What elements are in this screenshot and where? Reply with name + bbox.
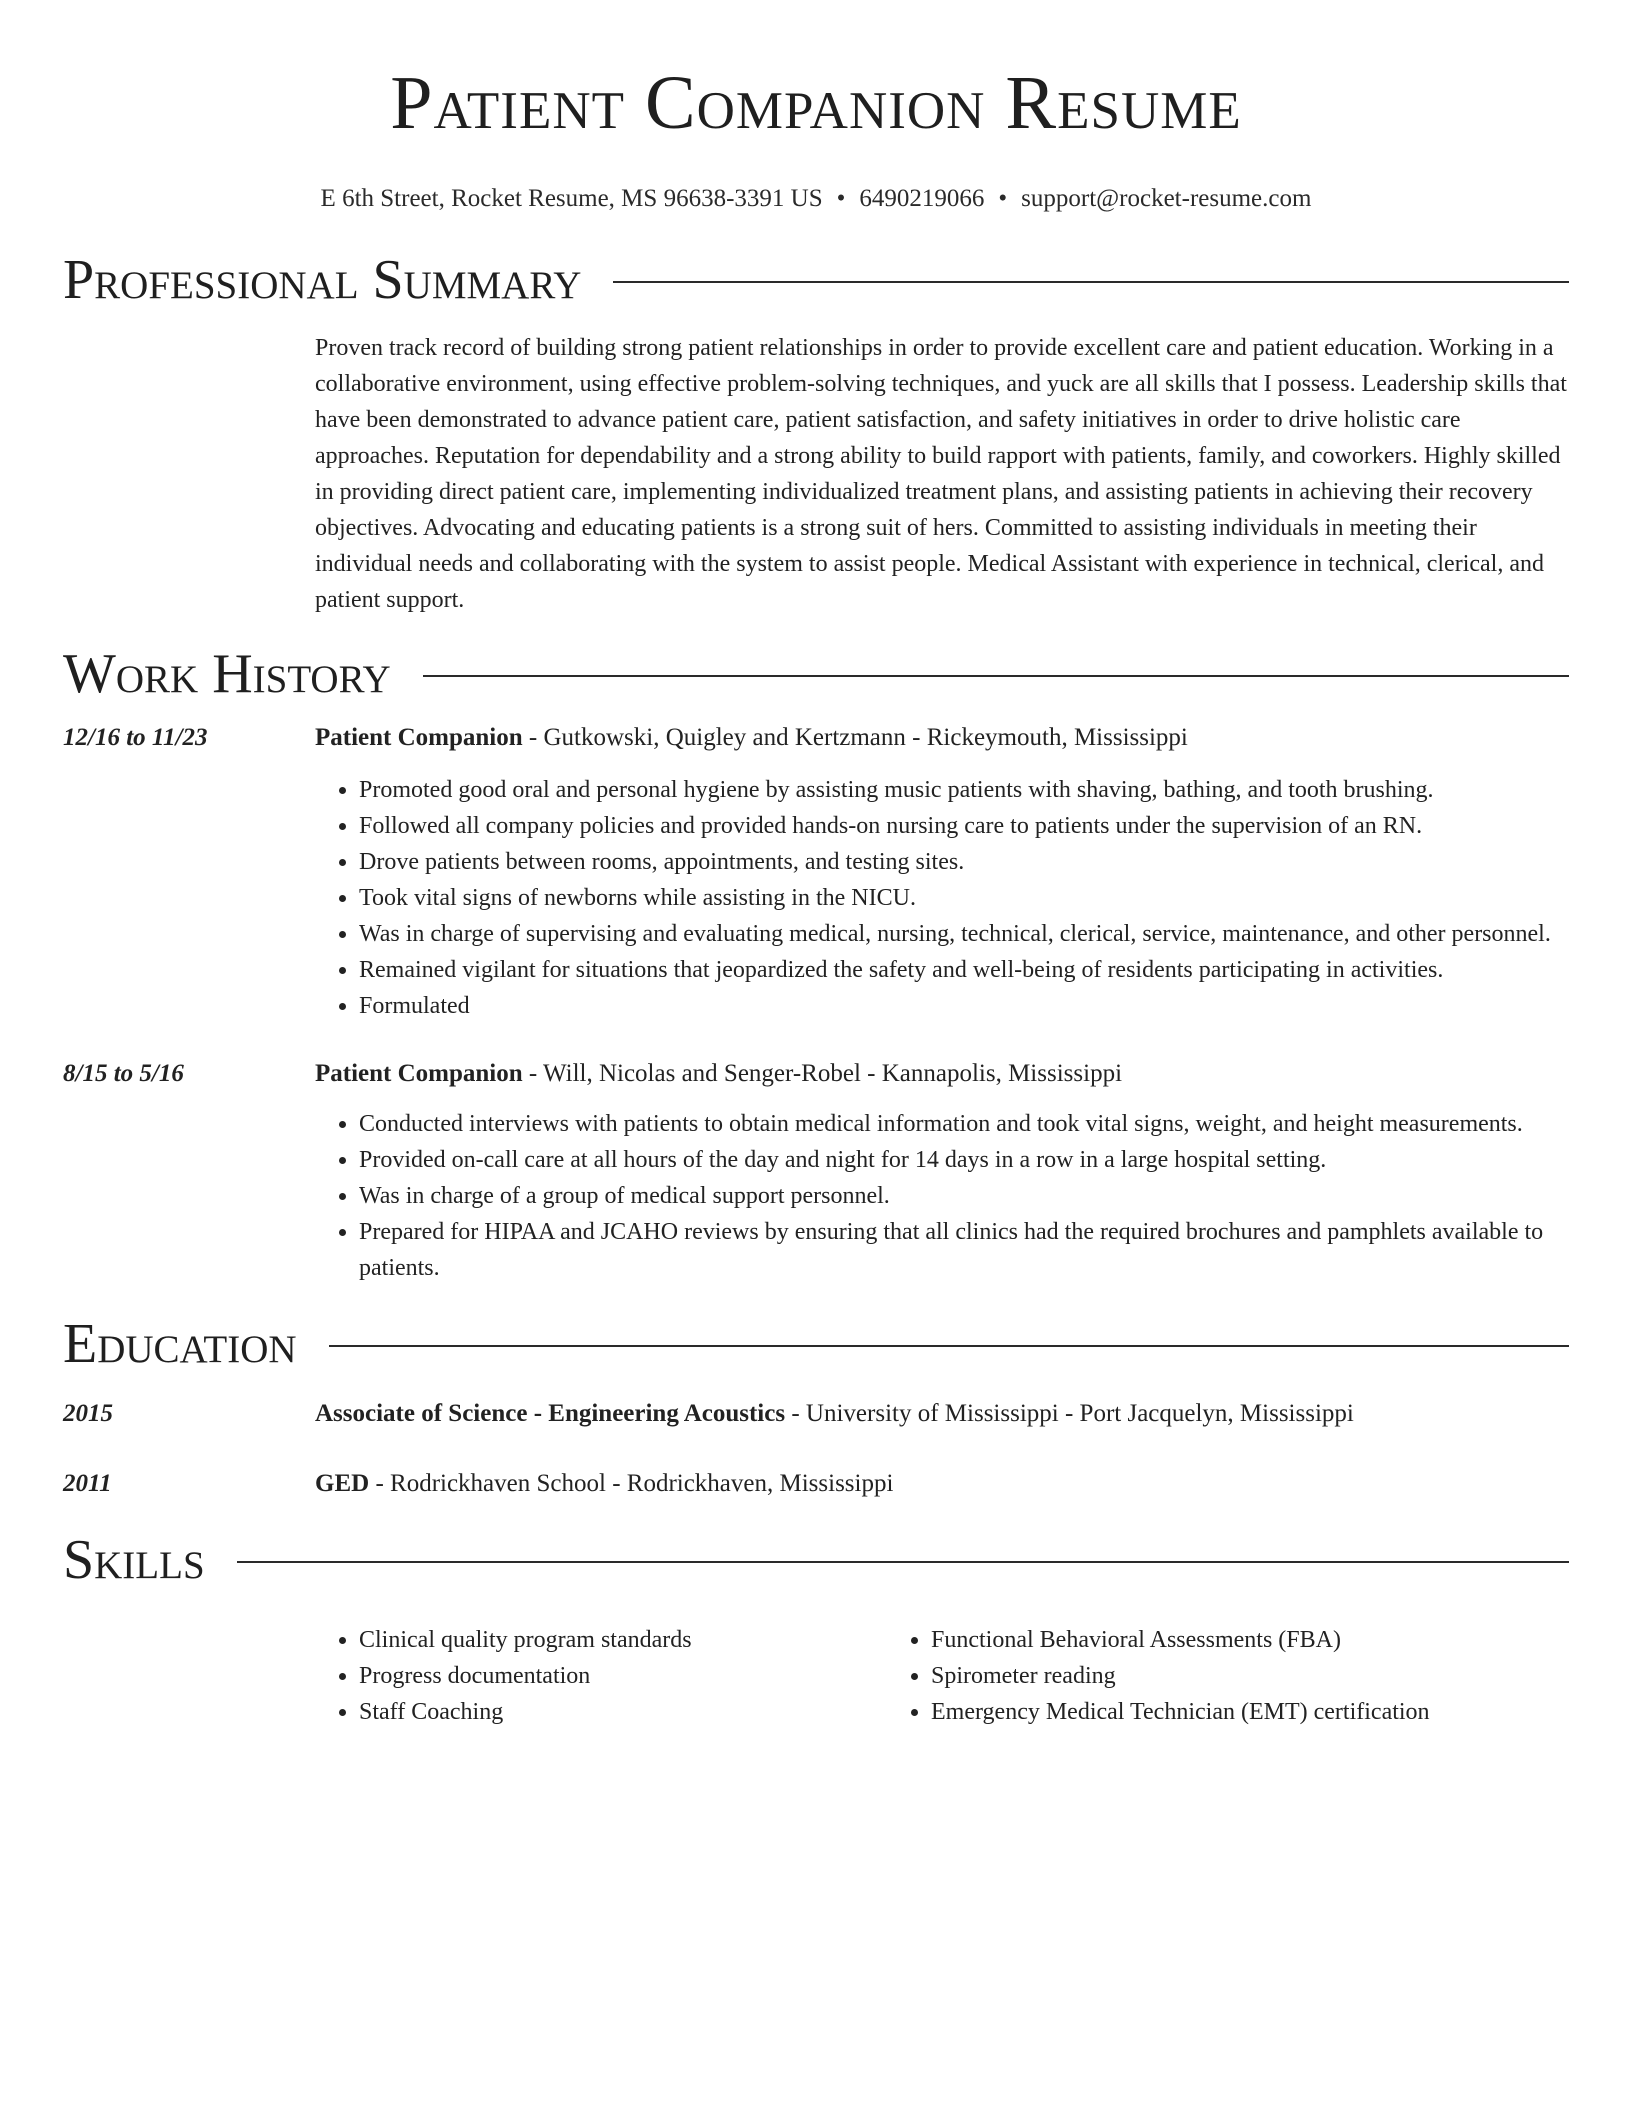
contact-line (63, 184, 1569, 214)
education-year: 2015 (63, 1400, 113, 1427)
education-degree: GED (315, 1470, 370, 1497)
job-position: Patient Companion (315, 1060, 523, 1087)
education-body (315, 1466, 1569, 1502)
list-item: • Promoted good oral and personal hygiene by assisting music patients with shaving, bathing, and tooth brushing. (359, 772, 1569, 808)
list-item: • Spirometer reading (931, 1658, 1459, 1694)
skills-spacer (63, 1622, 315, 1730)
list-item: • Was in charge of supervising and evaluating medical, nursing, technical, clerical, service, maintenance, and other personnel. (359, 916, 1569, 952)
section-divider (613, 281, 1569, 283)
phone: 6490219066 (859, 185, 985, 212)
section-title-summary: Professional Summary (63, 249, 582, 311)
education-entry (63, 1396, 1569, 1432)
list-item: • Was in charge of a group of medical support personnel. (359, 1178, 1569, 1214)
job-body (315, 720, 1569, 1024)
education-details: - University of Mississippi - Port Jacquelyn, Mississippi (785, 1400, 1354, 1427)
summary-row (63, 330, 1569, 618)
list-item: • Staff Coaching (359, 1694, 887, 1730)
job-entry (63, 1056, 1569, 1286)
job-title-line (315, 1056, 1569, 1092)
summary-spacer (63, 330, 315, 618)
job-body (315, 1056, 1569, 1286)
skills-list-left (315, 1622, 887, 1730)
list-item: • Remained vigilant for situations that jeopardized the safety and well-being of residents participating in activities. (359, 952, 1569, 988)
job-details: - Will, Nicolas and Senger-Robel - Kannapolis, Mississippi (522, 1060, 1123, 1087)
section-divider (237, 1561, 1569, 1563)
section-title-skills: Skills (63, 1529, 205, 1591)
education-details: - Rodrickhaven School - Rodrickhaven, Mississippi (369, 1470, 894, 1497)
education-entry (63, 1466, 1569, 1502)
education-body (315, 1396, 1569, 1432)
address: E 6th Street, Rocket Resume, MS 96638-3391 US (320, 185, 823, 212)
job-position: Patient Companion (315, 724, 523, 751)
section-title-education: Education (63, 1313, 297, 1375)
section-divider (423, 675, 1569, 677)
skills-columns (315, 1622, 1569, 1730)
job-dates: 8/15 to 5/16 (63, 1060, 184, 1087)
job-entry (63, 720, 1569, 1024)
resume-title: Patient Companion Resume (390, 61, 1242, 145)
section-title-work: Work History (63, 643, 391, 705)
list-item: • Clinical quality program standards (359, 1622, 887, 1658)
email: support@rocket-resume.com (1021, 185, 1312, 212)
skills-section-header (63, 1528, 1569, 1592)
list-item: • Progress documentation (359, 1658, 887, 1694)
job-details: - Gutkowski, Quigley and Kertzmann - Rickeymouth, Mississippi (522, 724, 1188, 751)
list-item: • Formulated (359, 988, 1569, 1024)
skills-list-right (887, 1622, 1459, 1730)
summary-section-header (63, 248, 1569, 312)
job-dates: 12/16 to 11/23 (63, 724, 208, 751)
summary-text: Proven track record of building strong patient relationships in order to provide excellent care and patient education. Working in a collaborative environment, using effective problem-solving techniques, and yuck are all skills that I possess. Leadership skills that have been demonstrated to advance patient care, patient satisfaction, and safety initiatives in order to drive holistic care approaches. Reputation for dependability and a strong ability to build rapport with patients, family, and coworkers. Highly skilled in providing direct patient care, implementing individualized treatment plans, and assisting patients in achieving their recovery objectives. Advocating and educating patients is a strong suit of hers. Committed to assisting individuals in meeting their individual needs and collaborating with the system to assist people. Medical Assistant with experience in technical, clerical, and patient support. (315, 335, 1567, 613)
skills-row (63, 1622, 1569, 1730)
job-bullets (315, 772, 1569, 1024)
list-item: • Drove patients between rooms, appointments, and testing sites. (359, 844, 1569, 880)
job-bullets (315, 1106, 1569, 1286)
education-section-header (63, 1312, 1569, 1376)
section-divider (329, 1345, 1569, 1347)
list-item: • Prepared for HIPAA and JCAHO reviews by ensuring that all clinics had the required brochures and pamphlets available to patients. (359, 1214, 1569, 1286)
work-section-header (63, 642, 1569, 706)
list-item: • Followed all company policies and provided hands-on nursing care to patients under the supervision of an RN. (359, 808, 1569, 844)
list-item: • Provided on-call care at all hours of the day and night for 14 days in a row in a large hospital setting. (359, 1142, 1569, 1178)
separator: • (836, 185, 846, 212)
education-year: 2011 (63, 1470, 112, 1497)
list-item: • Functional Behavioral Assessments (FBA) (931, 1622, 1459, 1658)
list-item: • Took vital signs of newborns while assisting in the NICU. (359, 880, 1569, 916)
job-title-line (315, 720, 1569, 756)
list-item: • Emergency Medical Technician (EMT) certification (931, 1694, 1459, 1730)
list-item: • Conducted interviews with patients to obtain medical information and took vital signs, weight, and height measurements. (359, 1106, 1569, 1142)
education-degree: Associate of Science - Engineering Acoustics (315, 1400, 786, 1427)
separator: • (998, 185, 1008, 212)
